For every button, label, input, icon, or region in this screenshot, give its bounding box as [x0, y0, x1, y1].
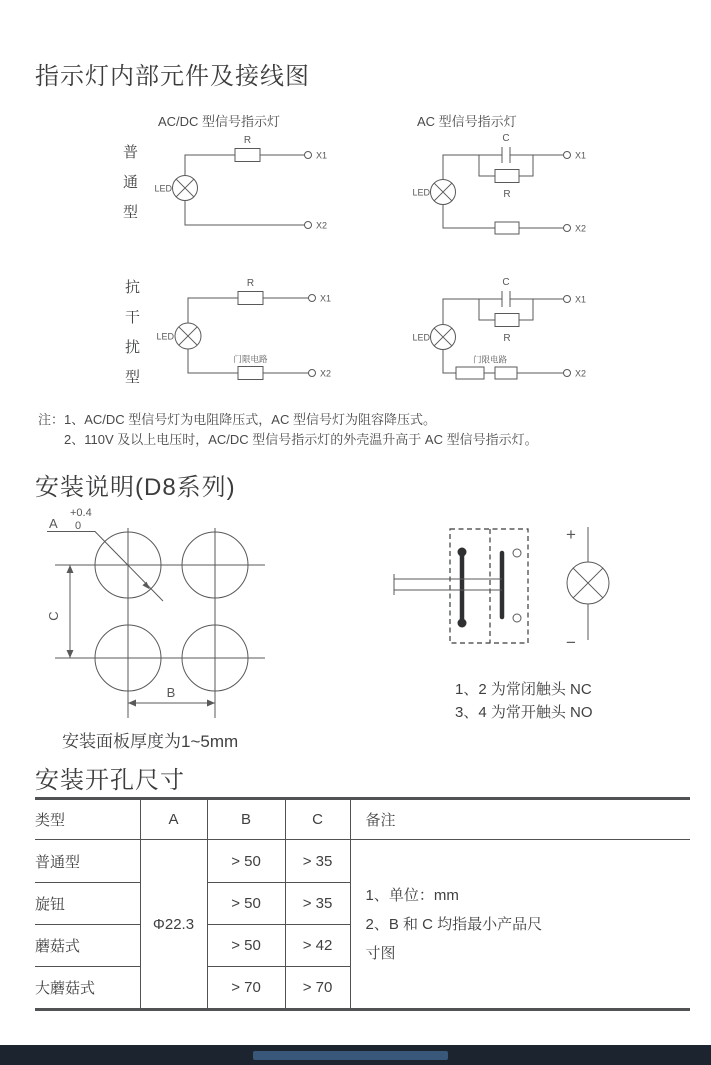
- remark-line-1: 1、单位：mm: [365, 886, 459, 904]
- remark-line-2: 2、B 和 C 均指最小产品尺寸图: [365, 915, 543, 962]
- led-label: LED: [412, 332, 430, 343]
- lamp-circuit: [566, 525, 609, 652]
- tolerance-lower: 0: [75, 520, 82, 532]
- footer-bar: [0, 1045, 711, 1065]
- terminal-x2-icon: [309, 370, 316, 377]
- column-header-acdc: AC/DC 型信号指示灯: [158, 114, 281, 129]
- resistor-label: R: [503, 189, 511, 200]
- resistor-label: R: [503, 333, 511, 344]
- section-title-installation: 安装说明(D8系列): [35, 474, 236, 501]
- note-line-2: 2、110V 及以上电压时，AC/DC 型信号指示灯的外壳温升高于 AC 型信号指示灯。: [64, 431, 538, 447]
- x1-label: X1: [575, 294, 587, 305]
- cell-c: > 70: [285, 967, 350, 1010]
- led-label: LED: [412, 187, 430, 198]
- plus-label: +: [566, 525, 576, 544]
- x2-label: X2: [575, 368, 587, 379]
- hole-circles: [95, 532, 248, 691]
- circuit-ac-anti-interference: [395, 271, 600, 391]
- led-lamp-icon: [173, 176, 198, 201]
- capacitor-icon: [502, 291, 510, 307]
- column-header-ac: AC 型信号指示灯: [417, 114, 517, 129]
- threshold-circuit-icon: [238, 367, 263, 380]
- header-remark: 备注: [350, 799, 690, 840]
- actuator-shaft: [394, 574, 502, 595]
- circuit-acdc-normal: [130, 128, 330, 246]
- terminal-x1-icon: [564, 152, 571, 159]
- threshold-circuit-label: 门限电路: [233, 354, 268, 364]
- terminal-x1-icon: [564, 296, 571, 303]
- series-resistor-icon: [495, 222, 519, 234]
- x2-label: X2: [320, 368, 332, 379]
- dim-a-callout: [47, 507, 163, 601]
- x2-label: X2: [316, 220, 328, 231]
- resistor-label: R: [243, 135, 252, 146]
- led-lamp-icon: [431, 325, 456, 350]
- circuit-acdc-anti-interference: [130, 271, 330, 391]
- cell-b: > 50: [207, 883, 285, 925]
- cell-c: > 35: [285, 840, 350, 883]
- dim-a-label: A: [49, 516, 58, 531]
- terminal-x1-icon: [309, 295, 316, 302]
- terminal-x2-icon: [564, 225, 571, 232]
- cell-c: > 42: [285, 925, 350, 967]
- led-lamp-icon: [175, 323, 201, 349]
- contact-note-no: 3、4 为常开触头 NO: [455, 704, 593, 721]
- threshold-circuit-label: 门限电路: [472, 354, 508, 365]
- hole-dimension-table: [35, 797, 690, 1011]
- header-type: 类型: [35, 799, 140, 840]
- wires: [185, 155, 305, 225]
- dim-c-label: C: [46, 611, 61, 621]
- contact-notes: [455, 678, 593, 724]
- table-header-row: [35, 799, 690, 840]
- threshold-circuit-icon2: [495, 367, 517, 379]
- section-title-hole-dimensions: 安装开孔尺寸: [35, 767, 185, 794]
- cell-type: 旋钮: [35, 883, 140, 925]
- cell-type: 蘑菇式: [35, 925, 140, 967]
- header-a: A: [140, 799, 207, 840]
- cell-c: > 35: [285, 883, 350, 925]
- row-label-anti-interference-type: 抗干扰型: [123, 279, 140, 399]
- cell-b: > 50: [207, 840, 285, 883]
- threshold-circuit-icon: [456, 367, 484, 379]
- circuit-ac-normal: [395, 128, 600, 246]
- cell-type: 普通型: [35, 840, 140, 883]
- x2-label: X2: [575, 223, 587, 234]
- page-title: 指示灯内部元件及接线图: [35, 63, 310, 90]
- table-row: [35, 840, 690, 883]
- mounting-hole-drawing: [35, 503, 285, 725]
- dim-c: [46, 565, 74, 658]
- resistor-icon: [235, 149, 260, 162]
- row-label-normal-type: 普通型: [121, 144, 138, 234]
- wiring-notes: [38, 410, 538, 449]
- x1-label: X1: [575, 150, 587, 161]
- resistor-icon: [238, 292, 263, 305]
- header-b: B: [207, 799, 285, 840]
- terminal-x2-icon: [564, 370, 571, 377]
- cell-type: 大蘑菇式: [35, 980, 96, 997]
- cell-b: > 70: [207, 967, 285, 1010]
- cell-a-merged: Φ22.3: [140, 840, 207, 1010]
- footer-watermark: [253, 1051, 448, 1060]
- header-c: C: [285, 799, 350, 840]
- contact-diagram: [385, 512, 615, 662]
- minus-label: −: [566, 633, 576, 652]
- led-label: LED: [154, 183, 172, 194]
- resistor-label: R: [246, 278, 255, 289]
- capacitor-icon: [502, 147, 510, 163]
- contact-note-nc: 1、2 为常闭触头 NC: [455, 681, 592, 698]
- terminal-x1-icon: [305, 152, 312, 159]
- x1-label: X1: [320, 293, 332, 304]
- led-lamp-icon: [431, 180, 456, 205]
- resistor-icon: [495, 314, 519, 327]
- cell-b: > 50: [207, 925, 285, 967]
- capacitor-label: C: [502, 277, 510, 288]
- terminal-x2-icon: [305, 222, 312, 229]
- resistor-icon: [495, 170, 519, 183]
- led-label: LED: [156, 331, 174, 342]
- panel-thickness-note: 安装面板厚度为1~5mm: [62, 732, 239, 751]
- x1-label: X1: [316, 150, 328, 161]
- dim-b-label: B: [166, 685, 176, 700]
- capacitor-label: C: [502, 133, 510, 144]
- contact-block: [394, 529, 528, 643]
- lamp-icon: [567, 562, 609, 604]
- note-line-1: 注：1、AC/DC 型信号灯为电阻降压式，AC 型信号灯为阻容降压式。: [38, 412, 436, 427]
- tolerance-upper: +0.4: [70, 507, 92, 519]
- cell-remark-merged: [350, 840, 690, 1010]
